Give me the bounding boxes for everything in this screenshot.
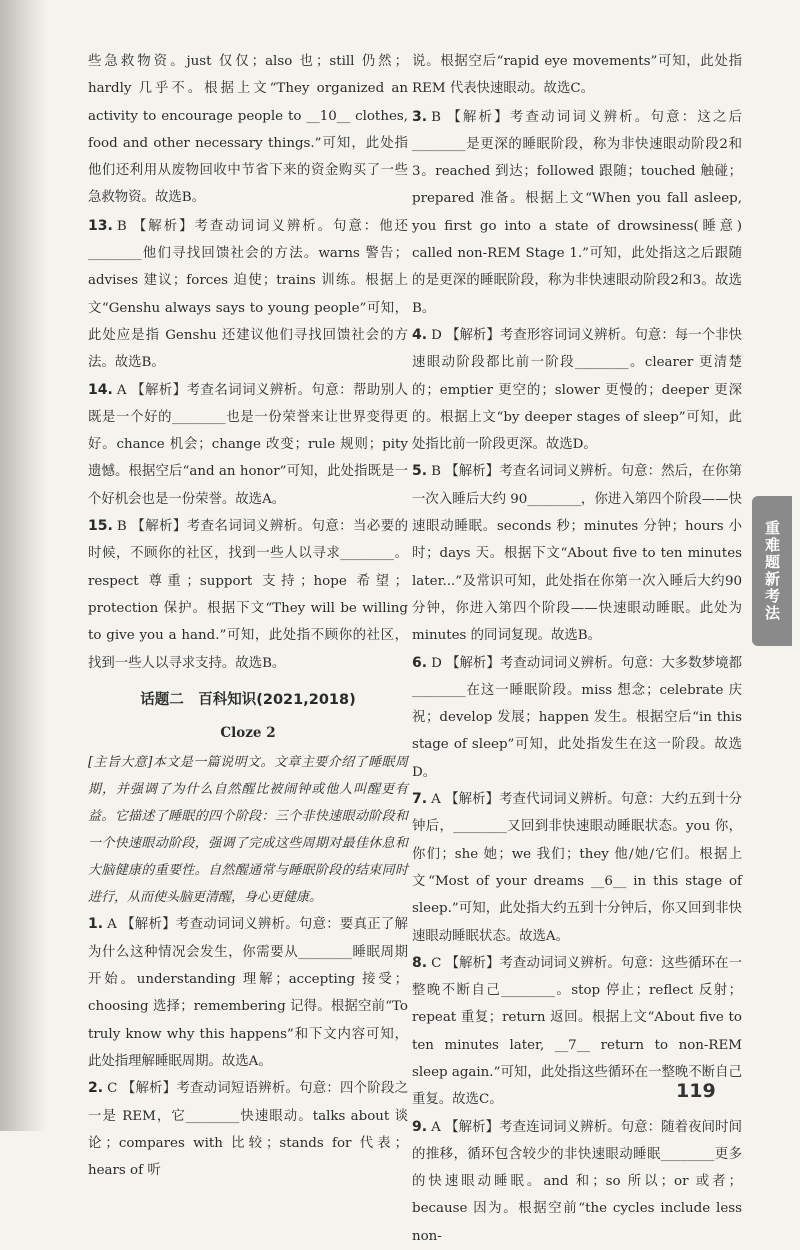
item-number: 9. bbox=[412, 1118, 428, 1135]
answer-continuation: 说。根据空后“rapid eye movements”可知，此处指 REM 代表快速眼动。故选C。 bbox=[412, 54, 742, 97]
item-number: 7. bbox=[412, 791, 428, 808]
item-text: B 【解析】考查名词词义辨析。句意：当必要的时候，不顾你的社区，找到一些人以寻求________。respect 尊重；support 支持；hope 希望；protection 保护。根据下文“They will be willing to give you a hand.”可知，此处指不顾你的社区，找到一些人以寻求支持。故选B。 bbox=[88, 519, 408, 671]
item-text: D 【解析】考查形容词词义辨析。句意：每一个非快速眼动阶段都比前一阶段________。clearer 更清楚的；emptier 更空的；slower 更慢的；deeper 更深的。根据上文“by deeper stages of sleep”可知，此处指比前一阶段更深。故选D。 bbox=[412, 327, 742, 453]
item-text: A 【解析】考查代词词义辨析。句意：大约五到十分钟后，________又回到非快速眼动睡眠状态。you 你，你们；she 她；we 我们；they 他/她/它们。根据上文“Most of your dreams __6__ in this stage of sleep.”可知，此处指大约五到十分钟后，你又回到非快速眼动睡眠状态。故选A。 bbox=[412, 792, 742, 944]
answer-item-13 bbox=[88, 213, 408, 377]
answer-item-5 bbox=[412, 458, 742, 649]
item-number: 14. bbox=[88, 381, 113, 398]
answer-item-14 bbox=[88, 377, 408, 513]
item-number: 5. bbox=[412, 463, 428, 480]
item-text: B 【解析】考查名词词义辨析。句意：然后，在你第一次入睡后大约 90________，你进入第四个阶段——快速眼动睡眠。seconds 秒；minutes 分钟；hours 小时；days 天。根据下文“About five to ten minutes later...”及常识可知，此处指在你第一次入睡后大约90分钟，你进入第四个阶段——快速眼动睡眠。此处为 minutes 的同词复现。故选B。 bbox=[412, 464, 742, 644]
right-column bbox=[412, 48, 742, 1250]
item-number: 4. bbox=[412, 326, 428, 343]
left-column bbox=[88, 48, 408, 1184]
item-text: C 【解析】考查动词词义辨析。句意：这些循环在一整晚不断自己________。stop 停止；reflect 反射；repeat 重复；return 返回。根据上文“About five to ten minutes later, __7__ return to non-REM sleep again.”可知，此处指这些循环在一整晚不断自己重复。故选C。 bbox=[412, 955, 742, 1108]
cloze-title: Cloze 2 bbox=[220, 725, 276, 742]
side-section-tab: 重难题新考法 bbox=[752, 496, 792, 646]
answer-item-3 bbox=[412, 104, 742, 322]
answer-continuation: 些急救物资。just 仅仅；also 也；still 仍然；hardly 几乎不。根据上文“They organized an activity to encourage people to __10__ clothes, food and other necessary things.”可知，此处指他们还利用从废物回收中节省下来的资金购买了一些急救物资。故选B。 bbox=[88, 54, 408, 206]
answer-item-7 bbox=[412, 786, 742, 950]
item-text: B 【解析】考查动词词义辨析。句意：这之后________是更深的睡眠阶段，称为非快速眼动阶段2和3。reached 到达；followed 跟随；touched 触碰；prepared 准备。根据上文“When you fall asleep, you first go into a state of drowsiness(睡意) called non-REM Stage 1.”可知，此处指这之后跟随的是更深的睡眠阶段，称为非快速眼动阶段2和3。故选B。 bbox=[412, 109, 742, 316]
item-number: 8. bbox=[412, 954, 428, 971]
answer-item-9 bbox=[412, 1114, 742, 1250]
item-number: 6. bbox=[412, 654, 428, 671]
answer-item-4 bbox=[412, 322, 742, 458]
item-text: A 【解析】考查连词词义辨析。句意：随着夜间时间的推移，循环包含较少的非快速眼动睡眠________更多的快速眼动睡眠。and 和；so 所以；or 或者；because 因为。根据空前“the cycles include less non- bbox=[412, 1119, 742, 1244]
answer-item-1 bbox=[88, 911, 408, 1075]
answer-item-2 bbox=[88, 1075, 408, 1184]
answer-item-15 bbox=[88, 513, 408, 677]
item-text: B 【解析】考查动词词义辨析。句意：他还________他们寻找回馈社会的方法。warns 警告；advises 建议；forces 迫使；trains 训练。根据上文“Genshu always says to young people”可知，此处应是指 Genshu 还建议他们寻找回馈社会的方法。故选B。 bbox=[88, 218, 408, 371]
item-number: 15. bbox=[88, 518, 113, 535]
item-text: C 【解析】考查动词短语辨析。句意：四个阶段之一是 REM，它________快速眼动。talks about 谈论；compares with 比较；stands for 代表；hears of 听 bbox=[88, 1081, 408, 1179]
item-number: 1. bbox=[88, 916, 104, 933]
item-text: D 【解析】考查动词词义辨析。句意：大多数梦境都________在这一睡眠阶段。miss 想念；celebrate 庆祝；develop 发展；happen 发生。根据空后“in this stage of sleep”可知，此处指发生在这一阶段。故选D。 bbox=[412, 655, 742, 780]
item-number: 3. bbox=[412, 108, 428, 125]
page-binding-shadow bbox=[0, 0, 46, 1131]
item-text: A 【解析】考查动词词义辨析。句意：要真正了解为什么这种情况会发生，你需要从________睡眠周期开始。understanding 理解；accepting 接受；choosing 选择；remembering 记得。根据空前“To truly know why this happens”和下文内容可知，此处指理解睡眠周期。故选A。 bbox=[88, 917, 408, 1069]
page-number: 119 bbox=[676, 1080, 716, 1102]
answer-item-6 bbox=[412, 650, 742, 786]
item-number: 2. bbox=[88, 1080, 104, 1097]
item-text: A 【解析】考查名词词义辨析。句意：帮助别人既是一个好的________也是一份荣誉来让世界变得更好。chance 机会；change 改变；rule 规则；pity 遗憾。根据空后“and an honor”可知，此处指既是一个好机会也是一份荣誉。故选A。 bbox=[88, 382, 408, 507]
main-idea-summary: [主旨大意]本文是一篇说明文。文章主要介绍了睡眠周期，并强调了为什么自然醒比被闹钟或他人叫醒更有益。它描述了睡眠的四个阶段：三个非快速眼动阶段和一个快速眼动阶段，强调了完成这些周期对最佳休息和大脑健康的重要性。自然醒通常与睡眠阶段的结束同时进行，从而使头脑更清醒，身心更健康。 bbox=[88, 755, 408, 906]
section-title: 话题二 百科知识(2021,2018) bbox=[140, 691, 356, 708]
item-number: 13. bbox=[88, 217, 113, 234]
